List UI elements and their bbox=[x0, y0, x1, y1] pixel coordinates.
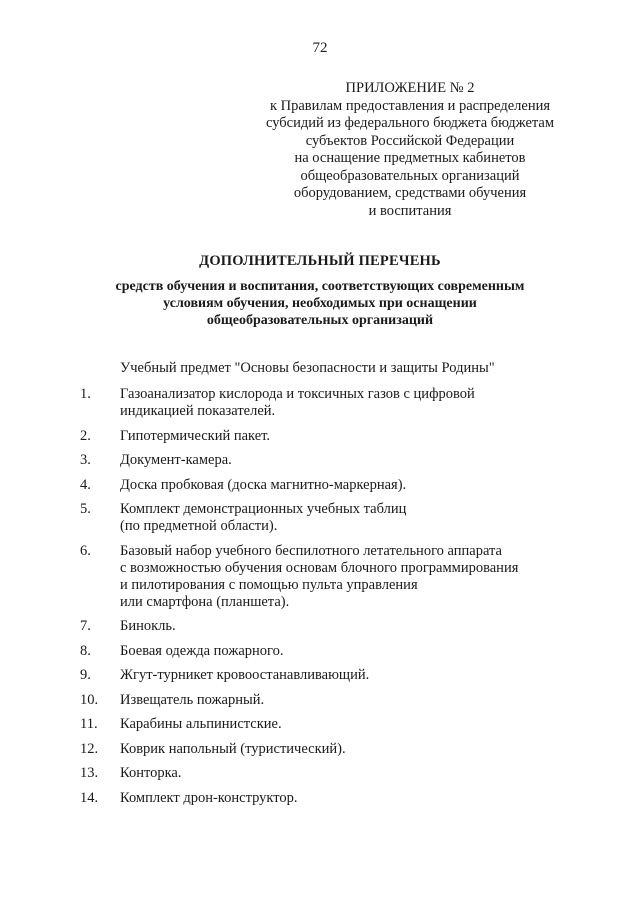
item-number: 3. bbox=[80, 452, 91, 468]
item-number: 11. bbox=[80, 716, 98, 732]
item-text-line: Карабины альпинистские. bbox=[120, 716, 282, 732]
list-item bbox=[80, 543, 580, 611]
item-number: 5. bbox=[80, 501, 91, 517]
item-text bbox=[120, 428, 580, 445]
item-text bbox=[120, 741, 580, 758]
list-item bbox=[80, 692, 580, 709]
appendix-line: на оснащение предметных кабинетов bbox=[294, 150, 526, 166]
item-number: 10. bbox=[80, 691, 99, 708]
item-text bbox=[120, 501, 580, 535]
item-number: 7. bbox=[80, 618, 91, 634]
item-text bbox=[120, 386, 580, 420]
appendix-line: субсидий из федерального бюджета бюджетам bbox=[265, 115, 555, 131]
item-text-line: Комплект демонстрационных учебных таблиц bbox=[120, 501, 407, 517]
item-text bbox=[120, 452, 580, 469]
item-text-line: Документ-камера. bbox=[120, 452, 232, 468]
list-item bbox=[80, 501, 580, 535]
appendix-line: оборудованием, средствами обучения bbox=[293, 185, 527, 201]
item-text-line: Коврик напольный (туристический). bbox=[120, 740, 346, 757]
document-subtitle bbox=[60, 278, 580, 329]
list-item bbox=[80, 386, 580, 420]
list-item bbox=[80, 477, 580, 494]
item-number: 1. bbox=[80, 386, 91, 402]
subtitle-line: условиям обучения, необходимых при оснащении bbox=[163, 296, 477, 311]
item-text bbox=[120, 618, 580, 635]
list-item bbox=[80, 790, 580, 807]
item-text bbox=[120, 716, 580, 733]
item-text bbox=[120, 477, 580, 494]
item-number: 13. bbox=[80, 765, 99, 781]
appendix-header bbox=[240, 80, 580, 220]
equipment-list bbox=[80, 386, 580, 814]
list-item bbox=[80, 716, 580, 733]
item-text-line: Извещатель пожарный. bbox=[120, 691, 265, 708]
item-number: 9. bbox=[80, 667, 91, 683]
page-number: 72 bbox=[312, 40, 328, 56]
item-text-line: Базовый набор учебного беспилотного летательного аппарата bbox=[120, 542, 502, 559]
subject-heading: Учебный предмет "Основы безопасности и защиты Родины" bbox=[120, 360, 495, 376]
subtitle-line: общеобразовательных организаций bbox=[206, 313, 434, 328]
list-item bbox=[80, 428, 580, 445]
document-title: ДОПОЛНИТЕЛЬНЫЙ ПЕРЕЧЕНЬ bbox=[199, 253, 441, 269]
item-text-line: индикацией показателей. bbox=[120, 403, 276, 419]
item-number: 12. bbox=[80, 740, 99, 757]
appendix-line: ПРИЛОЖЕНИЕ № 2 bbox=[345, 80, 475, 96]
list-item bbox=[80, 667, 580, 684]
item-text-line: Гипотермический пакет. bbox=[120, 427, 271, 444]
list-item bbox=[80, 452, 580, 469]
item-number: 6. bbox=[80, 542, 91, 559]
item-text bbox=[120, 765, 580, 782]
item-text-line: Бинокль. bbox=[120, 618, 176, 634]
item-number: 4. bbox=[80, 476, 91, 493]
item-text-line: Доска пробковая (доска магнитно-маркерная). bbox=[120, 476, 407, 493]
item-number: 14. bbox=[80, 789, 99, 806]
item-text-line: или смартфона (планшета). bbox=[120, 593, 290, 610]
item-number: 8. bbox=[80, 642, 91, 659]
item-text-line: и пилотирования с помощью пульта управления bbox=[120, 576, 418, 593]
item-text bbox=[120, 692, 580, 709]
item-text-line: Газоанализатор кислорода и токсичных газов с цифровой bbox=[120, 386, 475, 402]
item-text bbox=[120, 790, 580, 807]
list-item bbox=[80, 643, 580, 660]
item-text bbox=[120, 667, 580, 684]
subtitle-line: средств обучения и воспитания, соответствующих современным bbox=[115, 279, 525, 294]
appendix-line: субъектов Российской Федерации bbox=[305, 132, 515, 149]
list-item bbox=[80, 741, 580, 758]
item-text-line: Конторка. bbox=[120, 765, 182, 781]
item-text-line: Боевая одежда пожарного. bbox=[120, 642, 284, 659]
appendix-line: к Правилам предоставления и распределения bbox=[269, 97, 551, 114]
appendix-line: и воспитания bbox=[368, 202, 452, 219]
item-text-line: Комплект дрон-конструктор. bbox=[120, 789, 298, 806]
item-text-line: с возможностью обучения основам блочного программирования bbox=[120, 559, 519, 576]
list-item bbox=[80, 618, 580, 635]
appendix-line: общеобразовательных организаций bbox=[300, 167, 520, 184]
item-text bbox=[120, 643, 580, 660]
item-number: 2. bbox=[80, 427, 91, 444]
item-text-line: Жгут-турникет кровоостанавливающий. bbox=[120, 667, 370, 683]
item-text bbox=[120, 543, 580, 611]
item-text-line: (по предметной области). bbox=[120, 518, 278, 534]
list-item bbox=[80, 765, 580, 782]
